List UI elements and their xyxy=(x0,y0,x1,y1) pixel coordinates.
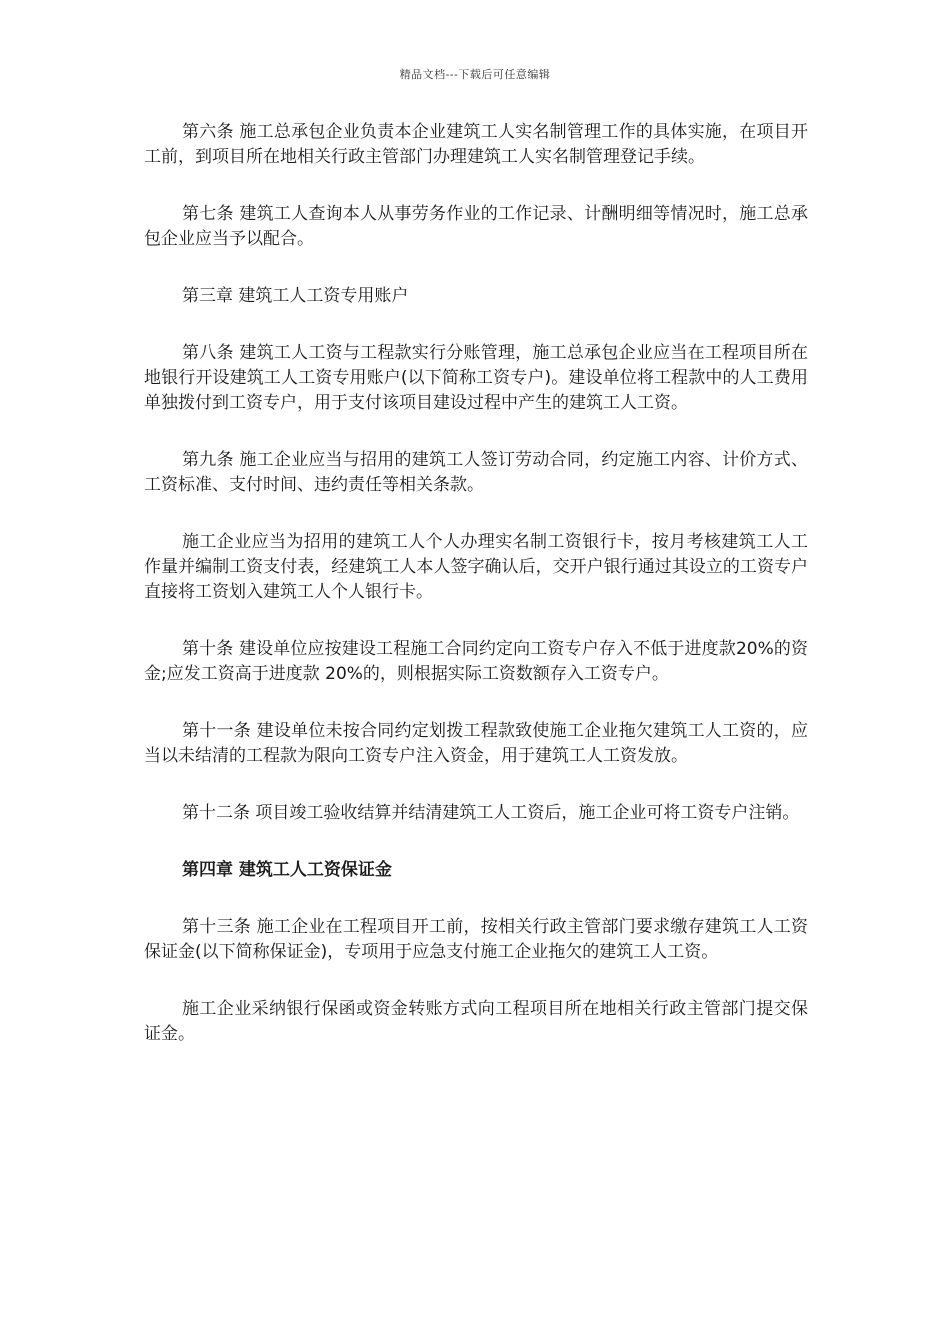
article-7: 第七条 建筑工人查询本人从事劳务作业的工作记录、计酬明细等情况时，施工总承包企业应当予以配合。 xyxy=(144,204,808,249)
article-13-continued: 施工企业采纳银行保函或资金转账方式向工程项目所在地相关行政主管部门提交保证金。 xyxy=(144,999,808,1044)
article-12: 第十二条 项目竣工验收结算并结清建筑工人工资后，施工企业可将工资专户注销。 xyxy=(182,803,800,823)
article-11: 第十一条 建设单位未按合同约定划拨工程款致使施工企业拖欠建筑工人工资的，应当以未结清的工程款为限向工资专户注入资金，用于建筑工人工资发放。 xyxy=(144,721,808,766)
chapter-3-heading: 第三章 建筑工人工资专用账户 xyxy=(182,286,409,306)
article-13: 第十三条 施工企业在工程项目开工前，按相关行政主管部门要求缴存建筑工人工资保证金(以下简称保证金)，专项用于应急支付施工企业拖欠的建筑工人工资。 xyxy=(144,917,808,962)
article-10: 第十条 建设单位应按建设工程施工合同约定向工资专户存入不低于进度款20%的资金;应发工资高于进度款 20%的，则根据实际工资数额存入工资专户。 xyxy=(144,639,808,684)
chapter-4-heading: 第四章 建筑工人工资保证金 xyxy=(182,860,392,880)
document-body xyxy=(144,120,808,1079)
page-header: 精品文档---下载后可任意编辑 xyxy=(399,68,551,81)
article-9-continued: 施工企业应当为招用的建筑工人个人办理实名制工资银行卡，按月考核建筑工人工作量并编制工资支付表，经建筑工人本人签字确认后，交开户银行通过其设立的工资专户直接将工资划入建筑工人个人银行卡。 xyxy=(144,532,808,602)
article-6: 第六条 施工总承包企业负责本企业建筑工人实名制管理工作的具体实施，在项目开工前，到项目所在地相关行政主管部门办理建筑工人实名制管理登记手续。 xyxy=(144,122,808,167)
article-9: 第九条 施工企业应当与招用的建筑工人签订劳动合同，约定施工内容、计价方式、工资标准、支付时间、违约责任等相关条款。 xyxy=(144,450,808,495)
article-8: 第八条 建筑工人工资与工程款实行分账管理，施工总承包企业应当在工程项目所在地银行开设建筑工人工资专用账户(以下简称工资专户)。建设单位将工程款中的人工费用单独拨付到工资专户，用于支付该项目建设过程中产生的建筑工人工资。 xyxy=(144,343,808,413)
